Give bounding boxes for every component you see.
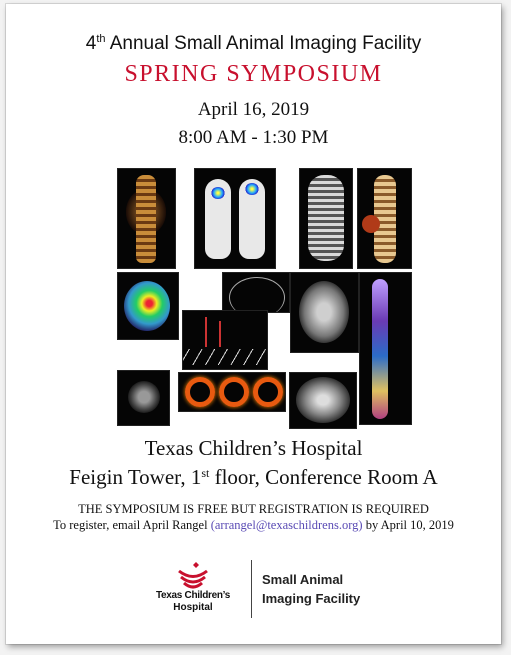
bioluminescence-mice-image <box>194 168 276 269</box>
logo-divider <box>251 560 252 618</box>
ct-rat-skeleton-image <box>357 168 412 269</box>
ultrasound-doppler-image <box>182 310 268 370</box>
facility-name-line2: Imaging Facility <box>262 591 361 606</box>
registration-notice: THE SYMPOSIUM IS FREE BUT REGISTRATION IS REQUIRED <box>78 502 429 516</box>
annual-facility-title: 4th Annual Small Animal Imaging Facility <box>85 33 422 54</box>
logo-text-line2: Hospital <box>173 602 213 613</box>
ct-torso-image <box>299 168 353 269</box>
mri-spine-image <box>359 272 412 425</box>
cardiac-mri-image <box>117 370 170 426</box>
mri-brain-image <box>290 272 359 353</box>
texas-childrens-hospital-logo-icon <box>176 562 210 590</box>
symposium-title: SPRING SYMPOSIUM <box>124 61 383 87</box>
ct-skeleton-image <box>117 168 176 269</box>
event-date: April 16, 2019 <box>197 99 310 120</box>
symposium-flyer <box>6 4 501 644</box>
ultrasound-image-a <box>222 272 290 313</box>
event-time: 8:00 AM - 1:30 PM <box>178 127 329 148</box>
pet-ring-series-image <box>178 372 286 412</box>
venue-location: Feigin Tower, 1st floor, Conference Room A <box>69 465 438 489</box>
cardiac-pet-image <box>117 272 179 340</box>
registration-instructions: To register, email April Rangel (arrangel@texaschildrens.org) by April 10, 2019 <box>53 518 454 532</box>
hospital-name: Texas Children’s Hospital <box>144 436 363 460</box>
facility-name-line1: Small Animal <box>262 572 344 587</box>
logo-text-line1: Texas Children’s <box>155 590 231 601</box>
ct-cross-section-image <box>289 372 357 429</box>
registration-email-link[interactable]: (arrangel@texaschildrens.org) <box>210 518 363 532</box>
